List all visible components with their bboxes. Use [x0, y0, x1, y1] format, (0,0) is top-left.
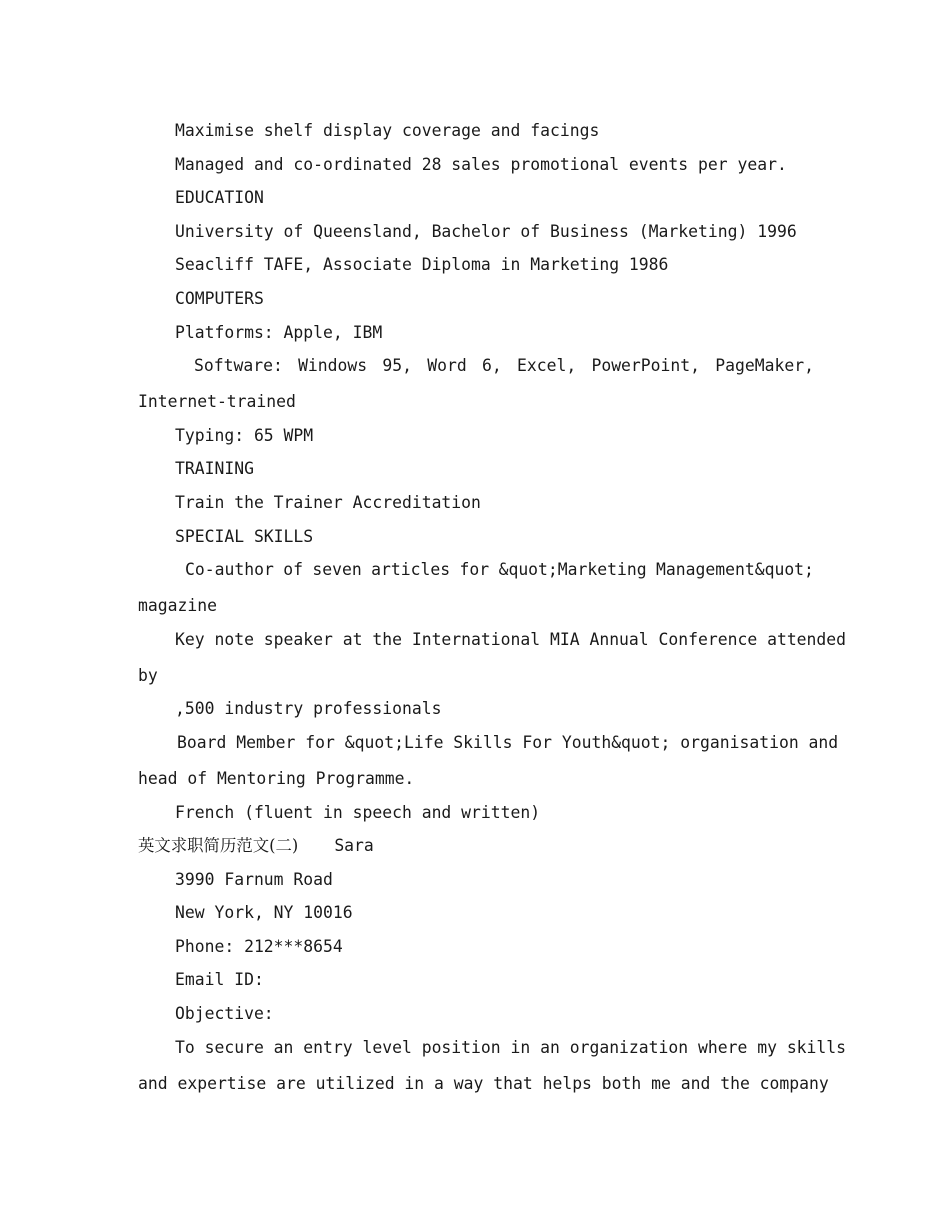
city-line: New York, NY 10016 [175, 903, 353, 923]
document-page [138, 118, 847, 1104]
text-line: Platforms: Apple, IBM [175, 322, 383, 342]
word: for [459, 560, 490, 580]
word: 95, [382, 356, 412, 376]
objective-heading: Objective: [175, 1004, 274, 1024]
text-line: magazine [138, 596, 217, 616]
text-line: Internet-trained [138, 392, 296, 412]
text-line: Maximise shelf display coverage and facings [175, 121, 600, 140]
text-line: To secure an entry level position in an organization where my skills [175, 1037, 847, 1057]
word: PageMaker, [715, 356, 814, 376]
word: Windows [298, 356, 368, 376]
text-line: by [138, 665, 158, 685]
section-heading-resume-two [138, 833, 814, 867]
text-line: ,500 industry professionals [175, 699, 442, 719]
coauthor-line [138, 557, 814, 593]
software-line [138, 353, 814, 389]
word: &quot;Marketing [498, 560, 647, 580]
word: of [283, 560, 303, 580]
text-line: University of Queensland, Bachelor of Business (Marketing) 1996 [175, 221, 797, 241]
text-line: head of Mentoring Programme. [138, 768, 415, 788]
word: seven [312, 560, 362, 580]
text-line: Key note speaker at the International MIA Annual Conference attended [175, 629, 847, 649]
section-heading-computers: COMPUTERS [175, 288, 264, 308]
section-heading-training: TRAINING [175, 459, 254, 479]
applicant-name: Sara [334, 836, 374, 856]
text-line: Managed and co-ordinated 28 sales promotional events per year. [175, 154, 787, 174]
phone-line: Phone: 212***8654 [175, 936, 343, 956]
chinese-heading: 英文求职简历范文(二) [138, 836, 299, 856]
text-line: Board Member for &quot;Life Skills For Youth&quot; organisation and [177, 732, 839, 752]
word: Word [427, 356, 467, 376]
section-heading-education: EDUCATION [175, 188, 264, 208]
email-line: Email ID: [175, 970, 264, 990]
text-line: Typing: 65 WPM [175, 425, 314, 445]
word: PowerPoint, [591, 356, 701, 376]
text-line: Train the Trainer Accreditation [175, 492, 481, 512]
word: Management&quot; [656, 560, 814, 580]
word: articles [371, 560, 451, 580]
text-line: and expertise are utilized in a way that helps both me and the company [138, 1073, 829, 1093]
address-line: 3990 Farnum Road [175, 869, 333, 889]
text-line: French (fluent in speech and written) [175, 802, 541, 822]
section-heading-special-skills: SPECIAL SKILLS [175, 526, 314, 546]
word: Co-author [185, 560, 274, 580]
word: 6, [481, 356, 502, 376]
word: Software: [194, 356, 283, 376]
text-line: Seacliff TAFE, Associate Diploma in Marketing 1986 [175, 255, 669, 275]
word: Excel, [516, 356, 577, 376]
